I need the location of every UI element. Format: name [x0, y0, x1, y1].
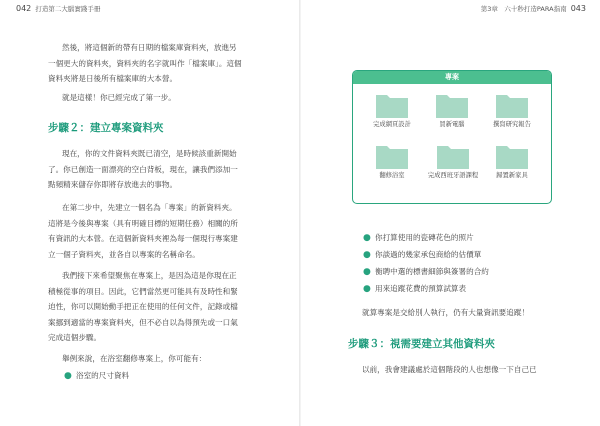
folder-label: 完成西班牙語課程 — [427, 172, 479, 179]
left-book-title: 打造第二大腦實踐手冊 — [35, 5, 101, 13]
chapter-title: 第3章 六十秒打造PARA指南 — [480, 5, 567, 13]
text-line: 了。你已創造一面漂亮的空白背板，現在，讓我們添加一 — [48, 164, 238, 174]
folder-item — [486, 92, 538, 129]
folder-item — [426, 143, 480, 180]
folder-icon — [495, 92, 529, 119]
bullet-item — [363, 249, 481, 261]
left-running-header — [16, 4, 100, 13]
bullet-item — [363, 232, 474, 244]
bullet-text: 浴室的尺寸資料 — [76, 371, 130, 380]
bullet-item — [363, 266, 489, 278]
text-line: 在第二步中，先建立一個名為「專案」的新資料夾。 — [62, 203, 237, 212]
text-line: 資料夾將是日後所有檔案庫的大本營。 — [48, 74, 178, 84]
text-line: 然後，將這個新的帶有日期的檔案庫資料夾，放進另 — [62, 43, 237, 52]
paragraph-1 — [48, 146, 238, 193]
window-title-bar — [353, 71, 551, 84]
projects-window-illustration — [352, 70, 552, 204]
step3-title: 步驟３：視需要建立其他資料夾 — [348, 338, 495, 350]
right-page-number: 043 — [570, 4, 586, 13]
text-line: 點頻精來儲存你即將存放進去的事物。 — [48, 180, 178, 190]
bullet-dot-icon: ● — [363, 233, 371, 243]
bullet-dot-icon: ● — [363, 250, 371, 260]
text-line: 這將是今後與專案（具有明確目標的短期任務）相關的所 — [48, 218, 238, 228]
step2-title: 步驟２：建立專案資料夾 — [48, 122, 164, 134]
folder-label: 完成網頁設計 — [373, 121, 411, 128]
folder-label: 撰寫研究報告 — [493, 121, 531, 128]
bullet-dot-icon: ● — [363, 267, 371, 277]
folder-label: 買新電腦 — [439, 121, 465, 128]
step3-line: 以前，我會建議處於這個階段的人也想像一下自己已 — [362, 365, 537, 374]
bullet-dot-icon: ● — [64, 371, 72, 381]
folder-label: 歸置新家具 — [496, 172, 528, 179]
text-line: 一個更大的資料夾，資料夾的名字就叫作「檔案庫」。這個 — [48, 58, 242, 68]
text-line: 完成這個步驟。 — [48, 333, 102, 343]
bullet-text: 衡聘中選的標書細節與簽署的合約 — [375, 267, 489, 276]
text-line: 迫性，你可以開始動手把正在使用的任何文件，記錄或檔 — [48, 302, 238, 312]
right-running-header — [481, 4, 586, 13]
closing-line: 就算專案是交給別人執行，仍有大量資訊要追蹤！ — [362, 308, 530, 317]
example-line: 舉例來說，在浴室翻修專案上，你可能有： — [62, 354, 207, 363]
folder-icon — [375, 92, 409, 119]
folder-item — [426, 92, 478, 129]
bullet-dot-icon: ● — [363, 284, 371, 294]
folder-item — [366, 92, 418, 129]
folder-item — [486, 143, 538, 180]
bullet-text: 你打算使用的瓷磚花色的照片 — [375, 233, 474, 242]
text-line: 積極從事的項目。因此，它們當然更可能具有及時性和緊 — [48, 286, 238, 296]
folder-icon — [495, 143, 529, 170]
paragraph-3 — [48, 268, 238, 346]
done-line: 就是這樣！你已經完成了第一步。 — [62, 93, 176, 102]
paragraph-2 — [48, 200, 238, 262]
panel-title: 專案 — [445, 73, 459, 81]
bullet-text: 你談過的幾家承包商給的估價單 — [375, 250, 482, 259]
bullet-item — [64, 370, 129, 382]
text-line: 現在，你的文件資料夾既已清空，是時候該重新開始 — [62, 149, 237, 158]
folder-icon — [435, 92, 469, 119]
text-line: 案挪到適當的專案資料夾，但不必自以為得預先或一口氣 — [48, 317, 238, 327]
folder-item — [366, 143, 418, 180]
bullet-text: 用來追蹤花費的預算試算表 — [375, 284, 467, 293]
folder-label: 翻修浴室 — [379, 172, 405, 179]
folder-icon — [436, 143, 470, 170]
folder-icon — [375, 143, 409, 170]
intro-paragraph — [48, 40, 242, 87]
bullet-item — [363, 283, 466, 295]
text-line: 有資訊的大本營。在這個新資料夾裡為每一個現行專案建 — [48, 234, 238, 244]
left-page-number: 042 — [16, 4, 32, 13]
text-line: 立一個子資料夾，並各自以專案的名稱命名。 — [48, 249, 200, 259]
text-line: 我們接下來希望聚焦在專案上，是因為這是你現在正 — [62, 271, 237, 280]
